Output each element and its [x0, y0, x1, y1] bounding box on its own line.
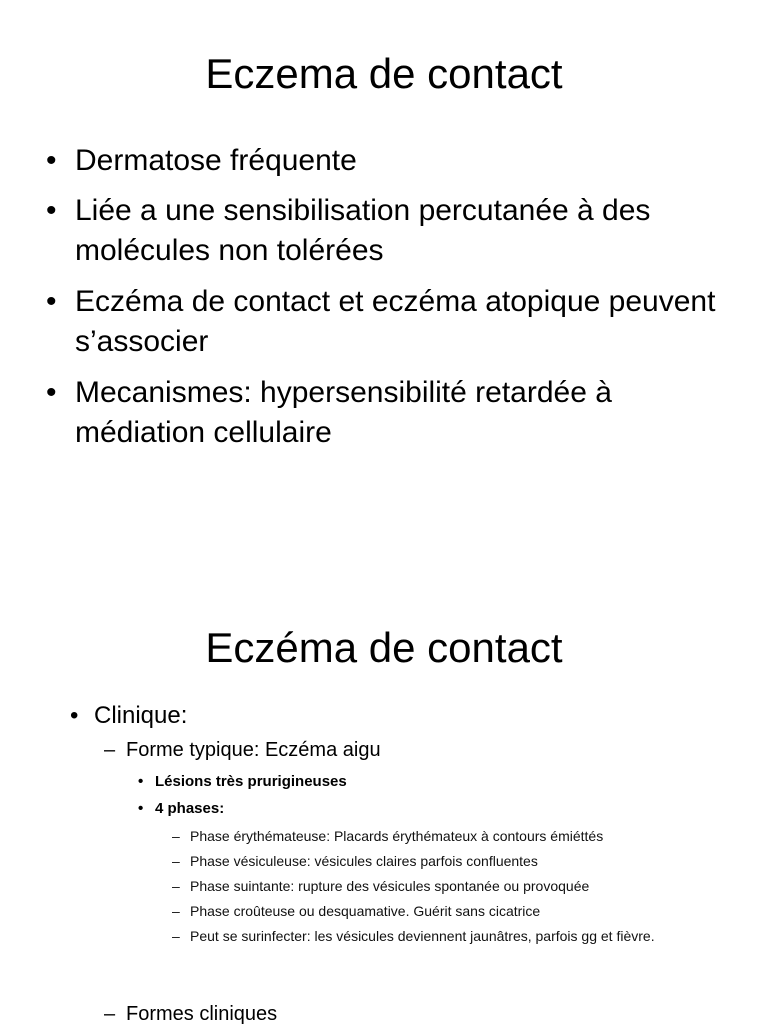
bullet-text: Liée a une sensibilisation percutanée à des molécules non tolérées	[75, 194, 651, 267]
bullet-marker: •	[46, 376, 57, 409]
dash-marker: –	[172, 853, 180, 869]
dash-marker: –	[172, 828, 180, 844]
bullet-text: Clinique:	[94, 702, 188, 729]
bullet-text: Mecanismes: hypersensibilité retardée à médiation cellulaire	[75, 376, 612, 449]
slide-2-point-lesions	[138, 772, 347, 792]
slide-2-phase-3	[172, 876, 732, 896]
slide-2-phase-5	[172, 926, 732, 946]
phase-text: Phase érythémateuse: Placards érythémateux à contours émiéttés	[190, 828, 604, 844]
slide-1-bullet-2	[46, 191, 746, 271]
slide-2	[0, 576, 768, 1024]
slide-1-title: Eczema de contact	[205, 50, 563, 97]
slide-1-bullet-1	[46, 141, 746, 181]
slide-2-sub-forme-typique	[104, 737, 381, 763]
dash-marker: –	[172, 903, 180, 919]
dash-marker: –	[172, 878, 180, 894]
bullet-text: Dermatose fréquente	[75, 144, 357, 177]
sub-text: Formes cliniques	[126, 1003, 278, 1025]
slide-2-phase-4	[172, 901, 732, 921]
slide-2-bullet-clinique	[70, 701, 187, 731]
slide-2-phase-2	[172, 851, 732, 871]
slide-2-phase-1	[172, 826, 732, 846]
slide-2-title: Eczéma de contact	[205, 624, 563, 671]
bullet-marker: •	[138, 773, 144, 790]
bullet-text: Eczéma de contact et eczéma atopique peuvent s’associer	[75, 285, 716, 358]
slide-2-sub-formes-cliniques	[104, 1001, 277, 1027]
bullet-marker: •	[138, 800, 144, 817]
slide-1-bullet-4	[46, 373, 746, 453]
dash-marker: –	[172, 928, 180, 944]
bullet-marker: •	[70, 702, 79, 729]
sub-text: Forme typique: Eczéma aigu	[126, 739, 381, 761]
dash-marker: –	[104, 1003, 116, 1025]
point-text: Lésions très prurigineuses	[155, 773, 347, 790]
dash-marker: –	[104, 739, 116, 761]
phase-text: Peut se surinfecter: les vésicules deviennent jaunâtres, parfois gg et fièvre.	[190, 928, 655, 944]
slide-1-bullet-3	[46, 282, 746, 362]
bullet-marker: •	[46, 144, 57, 177]
phase-text: Phase vésiculeuse: vésicules claires parfois confluentes	[190, 853, 538, 869]
phase-text: Phase suintante: rupture des vésicules spontanée ou provoquée	[190, 878, 590, 894]
bullet-marker: •	[46, 194, 57, 227]
bullet-marker: •	[46, 285, 57, 318]
point-text: 4 phases:	[155, 800, 225, 817]
slide-2-point-phases	[138, 799, 224, 819]
phase-text: Phase croûteuse ou desquamative. Guérit sans cicatrice	[190, 903, 541, 919]
